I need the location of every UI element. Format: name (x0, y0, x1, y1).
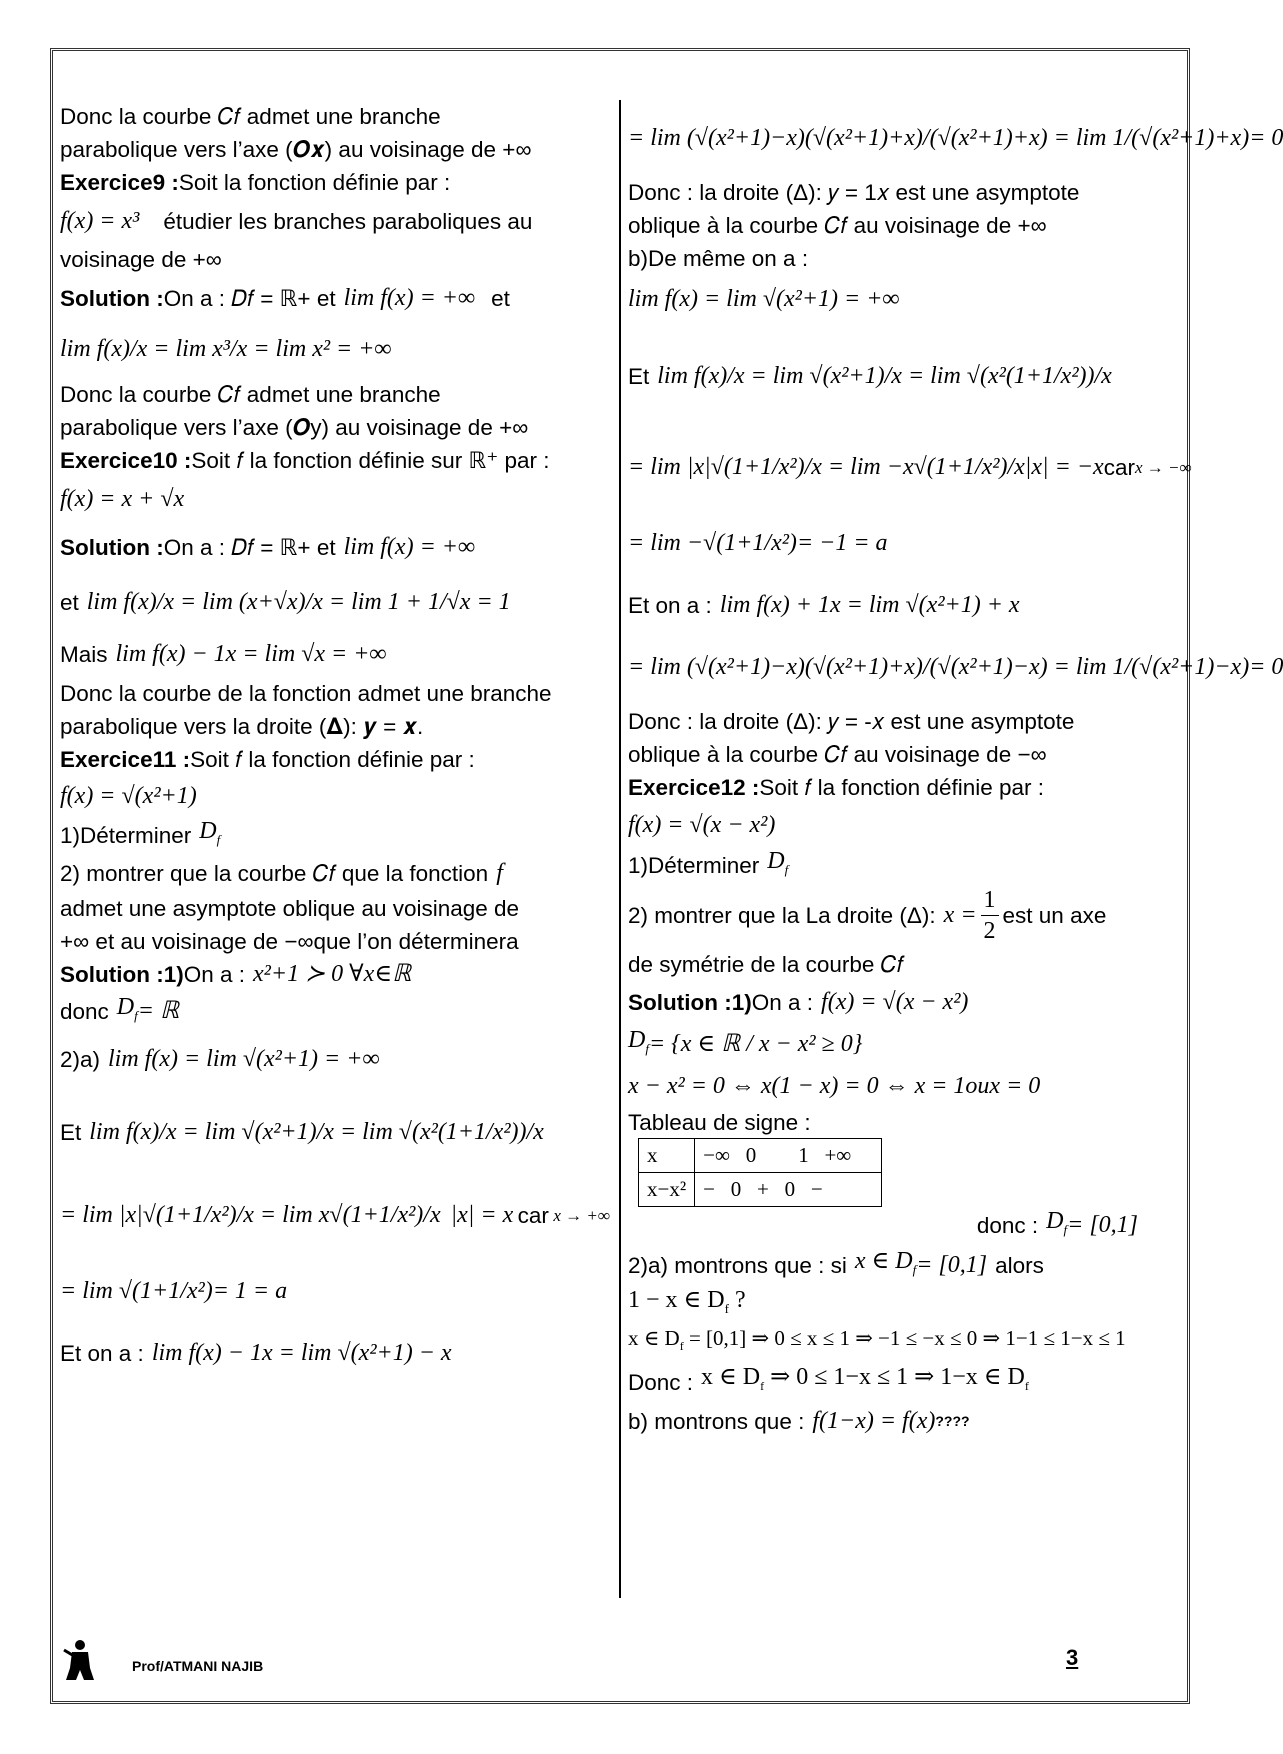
math-expr: x − x² = 0 ⇔ x(1 − x) = 0 ⇔ x = 1ouх = 0 (628, 1072, 1041, 1099)
math-expr: = lim −√(1+1/x²) (628, 529, 797, 556)
table-row (639, 1138, 882, 1172)
domain-result (628, 1205, 1178, 1245)
text-line: Donc la courbe 𝐶𝑓 admet une branche (60, 104, 441, 129)
solution-text: alors (995, 1252, 1044, 1278)
equation-line (628, 323, 1178, 429)
solution-text: donc : (976, 1212, 1039, 1238)
teacher-logo-icon (60, 1638, 100, 1682)
text-line: voisinage de +∞ (60, 247, 222, 272)
math-expr: lim f(x)/x = lim (x+√x)/x = lim 1 + 1/√x = 1 (86, 588, 511, 615)
math-expr: x → +∞ (553, 1206, 610, 1226)
math-expr: lim f(x) = +∞ (343, 533, 476, 560)
text-line: Tableau de signe : (628, 1110, 811, 1135)
math-expr: lim f(x)/x = lim √(x²+1)/x = lim √(x²(1+1/x²))/x (89, 1119, 544, 1146)
solution-text: donc (60, 998, 109, 1024)
solution-label: Solution :1) (628, 989, 752, 1015)
question-line (628, 1245, 1178, 1285)
text-line: oblique à la courbe 𝐶𝑓 au voisinage de −∞ (628, 742, 1047, 767)
solution-label: Solution :1) (60, 962, 184, 987)
math-expr: f(x) = x³ (60, 207, 140, 234)
exercise10-function (60, 477, 610, 521)
equation-line (628, 275, 1178, 323)
question-text: 2) montrer que la La droite (Δ): (628, 902, 936, 928)
text-line: b)De même on a : (628, 246, 809, 271)
math-expr: = ℝ (137, 997, 179, 1024)
equation-line (628, 429, 1192, 505)
question-line (628, 846, 1178, 884)
math-expr: lim f(x) − 1x = lim √x = +∞ (115, 640, 387, 667)
exercise-text: Soit 𝑓 la fonction définie par : (190, 747, 475, 772)
math-expr: x → −∞ (1134, 457, 1192, 477)
math-expr: = 1 = a (212, 1278, 288, 1305)
question-marks: ???? (935, 1412, 970, 1429)
math-expr: lim f(x) = +∞ (343, 284, 476, 311)
math-expr: lim f(x) + 1x = lim √(x²+1) + x (719, 591, 1020, 618)
math-expr: f(x) = x + √x (60, 485, 185, 512)
solution-text: 2)a) montrons que : si (628, 1252, 847, 1278)
exercise11-function (60, 776, 610, 816)
math-expr: |x| = x (450, 1202, 514, 1229)
equation-line (628, 1022, 1178, 1066)
math-expr: = −1 = a (796, 529, 888, 556)
exercise-title: Exercice10 : (60, 448, 192, 473)
exercise-text: Soit la fonction définie par : (178, 170, 451, 195)
math-expr: $D_f$ (1046, 1207, 1068, 1237)
equation-line (628, 629, 1283, 705)
math-expr: x²+1 ≻ 0 ∀x∈ℝ (253, 961, 412, 987)
text-line: de symétrie de la courbe 𝐶𝑓 (628, 951, 904, 977)
sign-table (638, 1138, 882, 1207)
math-expr: f(1−x) = f(x) (812, 1407, 936, 1434)
math-expr: 1 − x ∈ $D_f$ ? (628, 1286, 746, 1316)
equation-line (60, 1088, 610, 1178)
math-expr: = lim √(1+1/x²) (60, 1278, 213, 1305)
math-expr: = lim |x|√(1+1/x²)/x = lim x√(1+1/x²)/x (60, 1202, 441, 1229)
solution-text: Mais (60, 641, 108, 667)
math-expr: = 0 (1249, 653, 1283, 680)
text-line: Donc : la droite (Δ): 𝑦 = -𝑥 est une asymptote (628, 709, 1075, 734)
math-expr: = {x ∈ ℝ / x − x² ≥ 0} (648, 1030, 863, 1057)
question-text: 2) montrer que la courbe 𝐶𝑓 que la fonction (60, 860, 489, 886)
question-text: 1)Déterminer (628, 852, 760, 878)
math-expr: x = (943, 901, 977, 928)
solution-text: On a : 𝐷𝑓 = ℝ+ et (163, 534, 336, 560)
fraction-one-half: $\frac{1}{2}$ (981, 886, 999, 945)
right-column (628, 100, 1283, 1441)
question-line (60, 816, 610, 854)
equation-line (60, 573, 610, 631)
solution11-line (60, 958, 610, 991)
math-expr: lim f(x) = lim √(x²+1) = +∞ (108, 1046, 380, 1073)
math-expr: |x| = −x (1024, 453, 1104, 480)
math-expr: = [0,1] (1067, 1211, 1138, 1238)
exercise10-heading (60, 444, 610, 477)
solution12-line (628, 982, 1178, 1022)
equation-line (60, 1032, 610, 1088)
solution-text: On a : (751, 989, 814, 1015)
exercise12-heading (628, 771, 1178, 804)
solution10-line (60, 521, 610, 573)
math-expr: x ∈ $D_f$ ⇒ 0 ≤ 1−x ≤ 1 ⇒ 1−x ∈ $D_f$ (701, 1364, 1029, 1393)
math-expr: lim f(x)/x = lim x³/x = lim x² = +∞ (60, 335, 392, 362)
exercise9-heading (60, 166, 610, 199)
table-cell: x (639, 1138, 695, 1172)
text-line: parabolique vers l’axe (𝑶𝒙) au voisinage de +∞ (60, 137, 532, 162)
equation-line (60, 1254, 610, 1330)
equation-line (628, 1066, 1178, 1106)
table-row (639, 1172, 882, 1206)
math-expr: f(x) = √(x²+1) (60, 782, 197, 809)
solution-text: On a : 𝐷𝑓 = ℝ+ et (163, 285, 336, 311)
math-expr: lim f(x) − 1x = lim √(x²+1) − x (151, 1340, 452, 1367)
solution-text: et (60, 589, 79, 615)
solution-text: car (517, 1203, 549, 1229)
text-line: admet une asymptote oblique au voisinage de (60, 896, 520, 921)
equation-line (628, 100, 1283, 176)
text-line: Donc : la droite (Δ): 𝑦 = 1𝑥 est une asymptote (628, 180, 1080, 205)
equation-line (628, 1285, 1178, 1323)
equation-line (60, 1178, 610, 1254)
solution-text: Et (628, 363, 650, 389)
text-line: oblique à la courbe 𝐶𝑓 au voisinage de +∞ (628, 213, 1047, 238)
sign-table-wrap (628, 1139, 1178, 1205)
text-line: Donc la courbe de la fonction admet une branche (60, 681, 552, 706)
solution-label: Solution : (60, 534, 164, 560)
exercise-text: étudier les branches paraboliques au (163, 208, 533, 234)
math-expr: = lim (√(x²+1)−x)(√(x²+1)+x)/(√(x²+1)−x) = lim 1/(√(x²+1)−x) (628, 653, 1250, 680)
equation-line (628, 581, 1178, 629)
math-expr: $D_f$ (628, 1026, 649, 1056)
math-expr: = [0,1] (916, 1251, 988, 1278)
math-expr: = 0 (1249, 124, 1283, 151)
text-line: parabolique vers l’axe (𝑶y) au voisinage de +∞ (60, 415, 529, 440)
solution-text: car (1103, 454, 1135, 480)
solution-text: Et on a : (628, 592, 712, 618)
solution-label: Solution : (60, 285, 164, 311)
equation-line (628, 505, 1178, 581)
table-cell: − 0 + 0 − (695, 1172, 882, 1206)
question-line (60, 854, 610, 892)
solution-text: et (491, 285, 510, 311)
equation-line (60, 631, 610, 677)
math-expr: f(x) = √(x − x²) (821, 988, 969, 1015)
left-column (60, 100, 610, 1378)
exercise-title: Exercice12 : (628, 775, 760, 800)
question-line (628, 884, 1178, 946)
math-expr: $D_f$ (199, 817, 221, 847)
equation-line (628, 1363, 1178, 1401)
exercise11-heading (60, 743, 610, 776)
math-expr: f (496, 859, 503, 886)
math-expr: f(x) = √(x − x²) (628, 811, 776, 838)
exercise-text: Soit 𝑓 la fonction définie sur ℝ⁺ par : (191, 448, 550, 473)
question-text: est un axe (1002, 902, 1107, 928)
math-expr: $D_f$ (767, 847, 789, 877)
exercise9-function (60, 199, 610, 243)
math-expr: = lim |x|√(1+1/x²)/x = lim −x√(1+1/x²)/x (628, 453, 1025, 480)
exercise12-function (628, 804, 1178, 846)
question-text: 1)Déterminer (60, 822, 192, 848)
math-expr: x ∈ $D_f$ (854, 1247, 917, 1277)
solution9-line (60, 276, 610, 320)
question-line (628, 1401, 1178, 1441)
exercise-text: Soit 𝑓 la fonction définie par : (759, 775, 1045, 800)
text-line: +∞ et au voisinage de −∞que l’on déterminera (60, 929, 519, 954)
math-expr: lim f(x) = lim √(x²+1) = +∞ (628, 285, 900, 312)
exercise-title: Exercice9 : (60, 170, 179, 195)
text-line: Donc la courbe 𝐶𝑓 admet une branche (60, 382, 441, 407)
column-divider (619, 100, 621, 1598)
solution-text: b) montrons que : (628, 1408, 805, 1434)
math-expr: = lim (√(x²+1)−x)(√(x²+1)+x)/(√(x²+1)+x) = lim 1/(√(x²+1)+x) (628, 124, 1250, 151)
equation-line (628, 1323, 1178, 1363)
solution-text: 2)a) (60, 1047, 101, 1073)
math-expr: $D_f$ (116, 994, 138, 1023)
math-expr: x ∈ $D_f = [0,1]$ ⇒ 0 ≤ x ≤ 1 ⇒ −1 ≤ −x ≤ 0 ⇒ 1−1 ≤ 1−x ≤ 1 (628, 1326, 1126, 1354)
text-line: parabolique vers la droite (𝚫): 𝒚 = 𝒙. (60, 714, 424, 739)
page-number: 3 (1066, 1645, 1079, 1670)
solution-text: Donc : (628, 1369, 694, 1395)
domain-line (60, 991, 610, 1032)
author-name: Prof/ATMANI NAJIB (132, 1658, 264, 1674)
solution-text: Et on a : (60, 1341, 144, 1367)
table-cell: −∞ 0 1 +∞ (695, 1138, 882, 1172)
solution-text: On a : (183, 962, 246, 987)
solution-text: Et (60, 1120, 82, 1146)
exercise-title: Exercice11 : (60, 747, 191, 772)
math-expr: lim f(x)/x = lim √(x²+1)/x = lim √(x²(1+1/x²))/x (657, 362, 1112, 389)
equation-line (60, 1330, 610, 1378)
equation-line (60, 320, 610, 378)
table-cell: x−x² (639, 1172, 695, 1206)
